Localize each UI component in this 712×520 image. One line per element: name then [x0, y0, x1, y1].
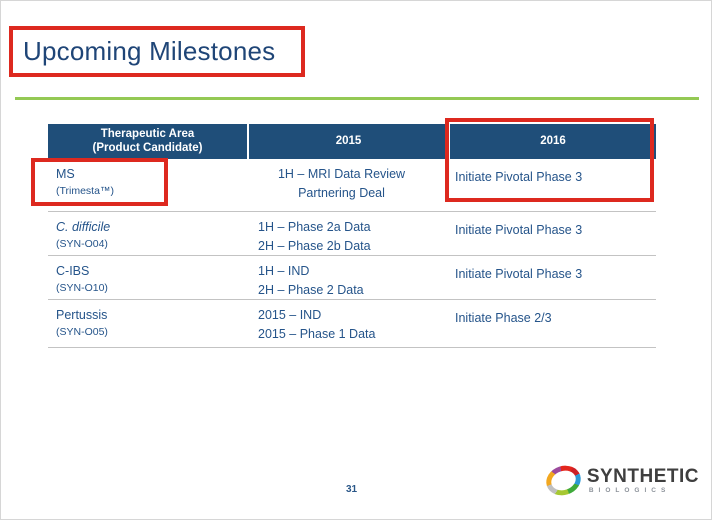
- area-label: Pertussis: [56, 308, 108, 322]
- table-row-pertussis: [48, 300, 656, 348]
- logo-company-name: SYNTHETIC: [586, 465, 699, 487]
- header-cell-2015: [247, 124, 448, 159]
- company-logo: [546, 466, 699, 495]
- cell-2016-cibs: [448, 256, 656, 300]
- header-area-line1: Therapeutic Area: [100, 128, 195, 140]
- cell-2015-cdifficile: [247, 212, 448, 256]
- header-2015-label: 2015: [335, 134, 362, 147]
- page-number: 31: [346, 484, 358, 495]
- green-divider-line: [15, 97, 699, 100]
- ms-cell-highlight-box: [31, 158, 168, 206]
- area-label: MS: [56, 167, 75, 181]
- candidate-label: (SYN-O04): [56, 238, 108, 250]
- milestone-2015-line2: Partnering Deal: [298, 186, 385, 200]
- page-title: Upcoming Milestones: [23, 36, 276, 66]
- milestone-2016: Initiate Pivotal Phase 3: [455, 223, 583, 237]
- logo-company-subname: BIOLOGICS: [588, 486, 671, 494]
- candidate-label: (SYN-O05): [56, 326, 108, 338]
- milestone-2015-line2: 2H – Phase 2 Data: [258, 283, 364, 297]
- candidate-label: (SYN-O10): [56, 282, 108, 294]
- header-2016-label: 2016: [540, 134, 566, 147]
- header-area-line2: (Product Candidate): [92, 141, 203, 154]
- logo-text-block: [586, 465, 699, 494]
- milestone-2015-line1: 2015 – IND: [258, 308, 322, 322]
- area-label: C-IBS: [56, 264, 90, 278]
- cell-2015-ms: [247, 159, 448, 211]
- cell-2016-cdifficile: [448, 212, 656, 256]
- milestone-2015-line1: 1H – IND: [258, 264, 310, 278]
- cell-2015-pertussis: [247, 300, 448, 347]
- milestone-2016: Initiate Pivotal Phase 3: [455, 170, 583, 184]
- area-label: C. difficile: [56, 220, 111, 234]
- logo-ring-icon: [542, 461, 584, 499]
- cell-area-pertussis: [48, 300, 247, 347]
- cell-2016-pertussis: [448, 300, 656, 347]
- milestone-2015-line1: 1H – Phase 2a Data: [258, 220, 371, 234]
- cell-2015-cibs: [247, 256, 448, 300]
- milestone-2015-line2: 2H – Phase 2b Data: [258, 239, 371, 253]
- title-highlight-box: [9, 26, 305, 77]
- cell-area-cdifficile: [48, 212, 247, 256]
- candidate-label: (Trimesta™): [56, 185, 114, 197]
- milestone-2016: Initiate Pivotal Phase 3: [455, 267, 583, 281]
- table-row-cibs: [48, 256, 656, 300]
- column-2016-highlight-box: [445, 118, 654, 202]
- milestone-2015-line1: 1H – MRI Data Review: [277, 167, 406, 181]
- table-row-cdifficile: [48, 212, 656, 256]
- header-cell-therapeutic-area: [48, 124, 247, 159]
- milestone-2015-line2: 2015 – Phase 1 Data: [258, 327, 376, 341]
- cell-area-cibs: [48, 256, 247, 300]
- milestone-2016: Initiate Phase 2/3: [455, 311, 552, 325]
